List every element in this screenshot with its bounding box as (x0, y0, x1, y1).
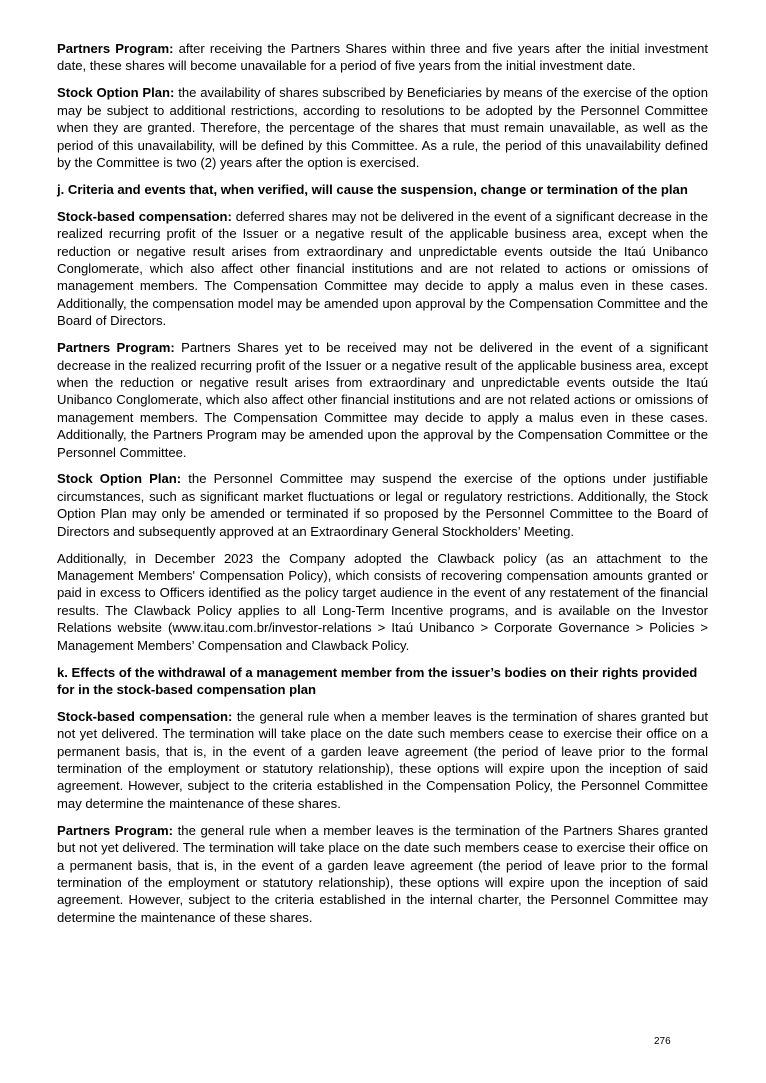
paragraph-lead: Partners Program: (57, 340, 175, 356)
stock-based-compensation-suspension-paragraph (57, 208, 708, 330)
section-k-heading: k. Effects of the withdrawal of a management member from the issuer’s bodies on their rights provided for in the stock-based compensation plan (57, 664, 698, 697)
partners-program-unavailability-paragraph (57, 40, 708, 75)
paragraph-lead: Partners Program: (57, 822, 173, 838)
clawback-policy-paragraph: Additionally, in December 2023 the Company adopted the Clawback policy (as an attachment to the Management Members' Compensation Policy), which consists of recovering compensation amounts granted or paid in excess to Officers identified as the policy target audience in the event of any restatement of the financial results. The Clawback Policy applies to all Long-Term Incentive programs, and is available on the Investor Relations website (www.itau.com.br/investor-relations > Itaú Unibanco > Corporate Governance > Policies > Management Members’ Compensation and Clawback Policy. (57, 550, 708, 653)
paragraph-text: the general rule when a member leaves is the termination of shares granted but not yet delivered. The termination will take place on the date such members cease to exercise their office on a permanent basis, that is, in the event of a garden leave agreement (the period of leave prior to the formal termination of the employment or statutory relationship), these options will expire upon the inception of said agreement. However, subject to the criteria established in the Compensation Policy, the Personnel Committee may determine the maintenance of these shares. (57, 708, 708, 811)
paragraph-lead: Stock Option Plan: (57, 85, 175, 101)
paragraph-lead: Stock-based compensation: (57, 208, 232, 224)
paragraph-lead: Partners Program: (57, 41, 174, 56)
document-page (57, 40, 708, 936)
section-j-heading: j. Criteria and events that, when verified, will cause the suspension, change or termination of the plan (57, 181, 688, 197)
paragraph-text: the general rule when a member leaves is the termination of the Partners Shares granted but not yet delivered. The termination will take place on the date such members cease to exercise their office on a permanent basis, that is, in the event of a garden leave agreement (the period of leave prior to the formal termination of the employment or statutory relationship), these options will expire upon the inception of said agreement. However, subject to the criteria established in the internal charter, the Personnel Committee may determine the maintenance of these shares. (57, 822, 708, 925)
paragraph-text: the availability of shares subscribed by Beneficiaries by means of the exercise of the option may be subject to additional restrictions, according to resolutions to be adopted by the Personnel Committee when they are granted. Therefore, the percentage of the shares that must remain unavailable, as well as the period of this unavailability, will be defined by this Committee. As a rule, the period of this unavailability defined by the Committee is two (2) years after the option is exercised. (57, 85, 708, 170)
paragraph-text: Partners Shares yet to be received may not be delivered in the event of a significant decrease in the realized recurring profit of the Issuer or a negative result of the applicable business area, except when the reduction or negative result arises from extraordinary and unpredictable events outside the Itaú Unibanco Conglomerate, which also affect other financial institutions and are not related actions or omissions of management members. The Compensation Committee may decide to apply a malus even in these cases. Additionally, the Partners Program may be amended upon the approval by the Compensation Committee or the Personnel Committee. (57, 340, 708, 460)
paragraph-lead: Stock-based compensation: (57, 708, 233, 724)
paragraph-lead: Stock Option Plan: (57, 471, 182, 487)
partners-program-withdrawal-paragraph (57, 822, 708, 926)
paragraph-text: after receiving the Partners Shares within three and five years after the initial investment date, these shares will become unavailable for a period of five years from the initial investment date. (57, 41, 708, 74)
stock-option-plan-suspension-paragraph (57, 470, 708, 540)
stock-based-compensation-withdrawal-paragraph (57, 708, 708, 812)
paragraph-text: deferred shares may not be delivered in the event of a significant decrease in the realized recurring profit of the Issuer or a negative result of the applicable business area, except when the reduction or negative result arises from extraordinary and unpredictable events outside the Itaú Unibanco Conglomerate, which also affect other financial institutions and are not related to actions or omissions of management members. The Compensation Committee may decide to apply a malus even in these cases. Additionally, the compensation model may be amended upon approval by the Compensation Committee and the Board of Directors. (57, 208, 708, 329)
stock-option-plan-unavailability-paragraph (57, 84, 708, 171)
page-number: 276 (654, 1036, 671, 1047)
paragraph-text: the Personnel Committee may suspend the exercise of the options under justifiable circumstances, such as significant market fluctuations or legal or regulatory restrictions. Additionally, the Stock Option Plan may only be amended or terminated if so proposed by the Personnel Committee to the Board of Directors and subsequently approved at an Extraordinary General Stockholders’ Meeting. (57, 471, 708, 539)
partners-program-suspension-paragraph (57, 339, 708, 461)
